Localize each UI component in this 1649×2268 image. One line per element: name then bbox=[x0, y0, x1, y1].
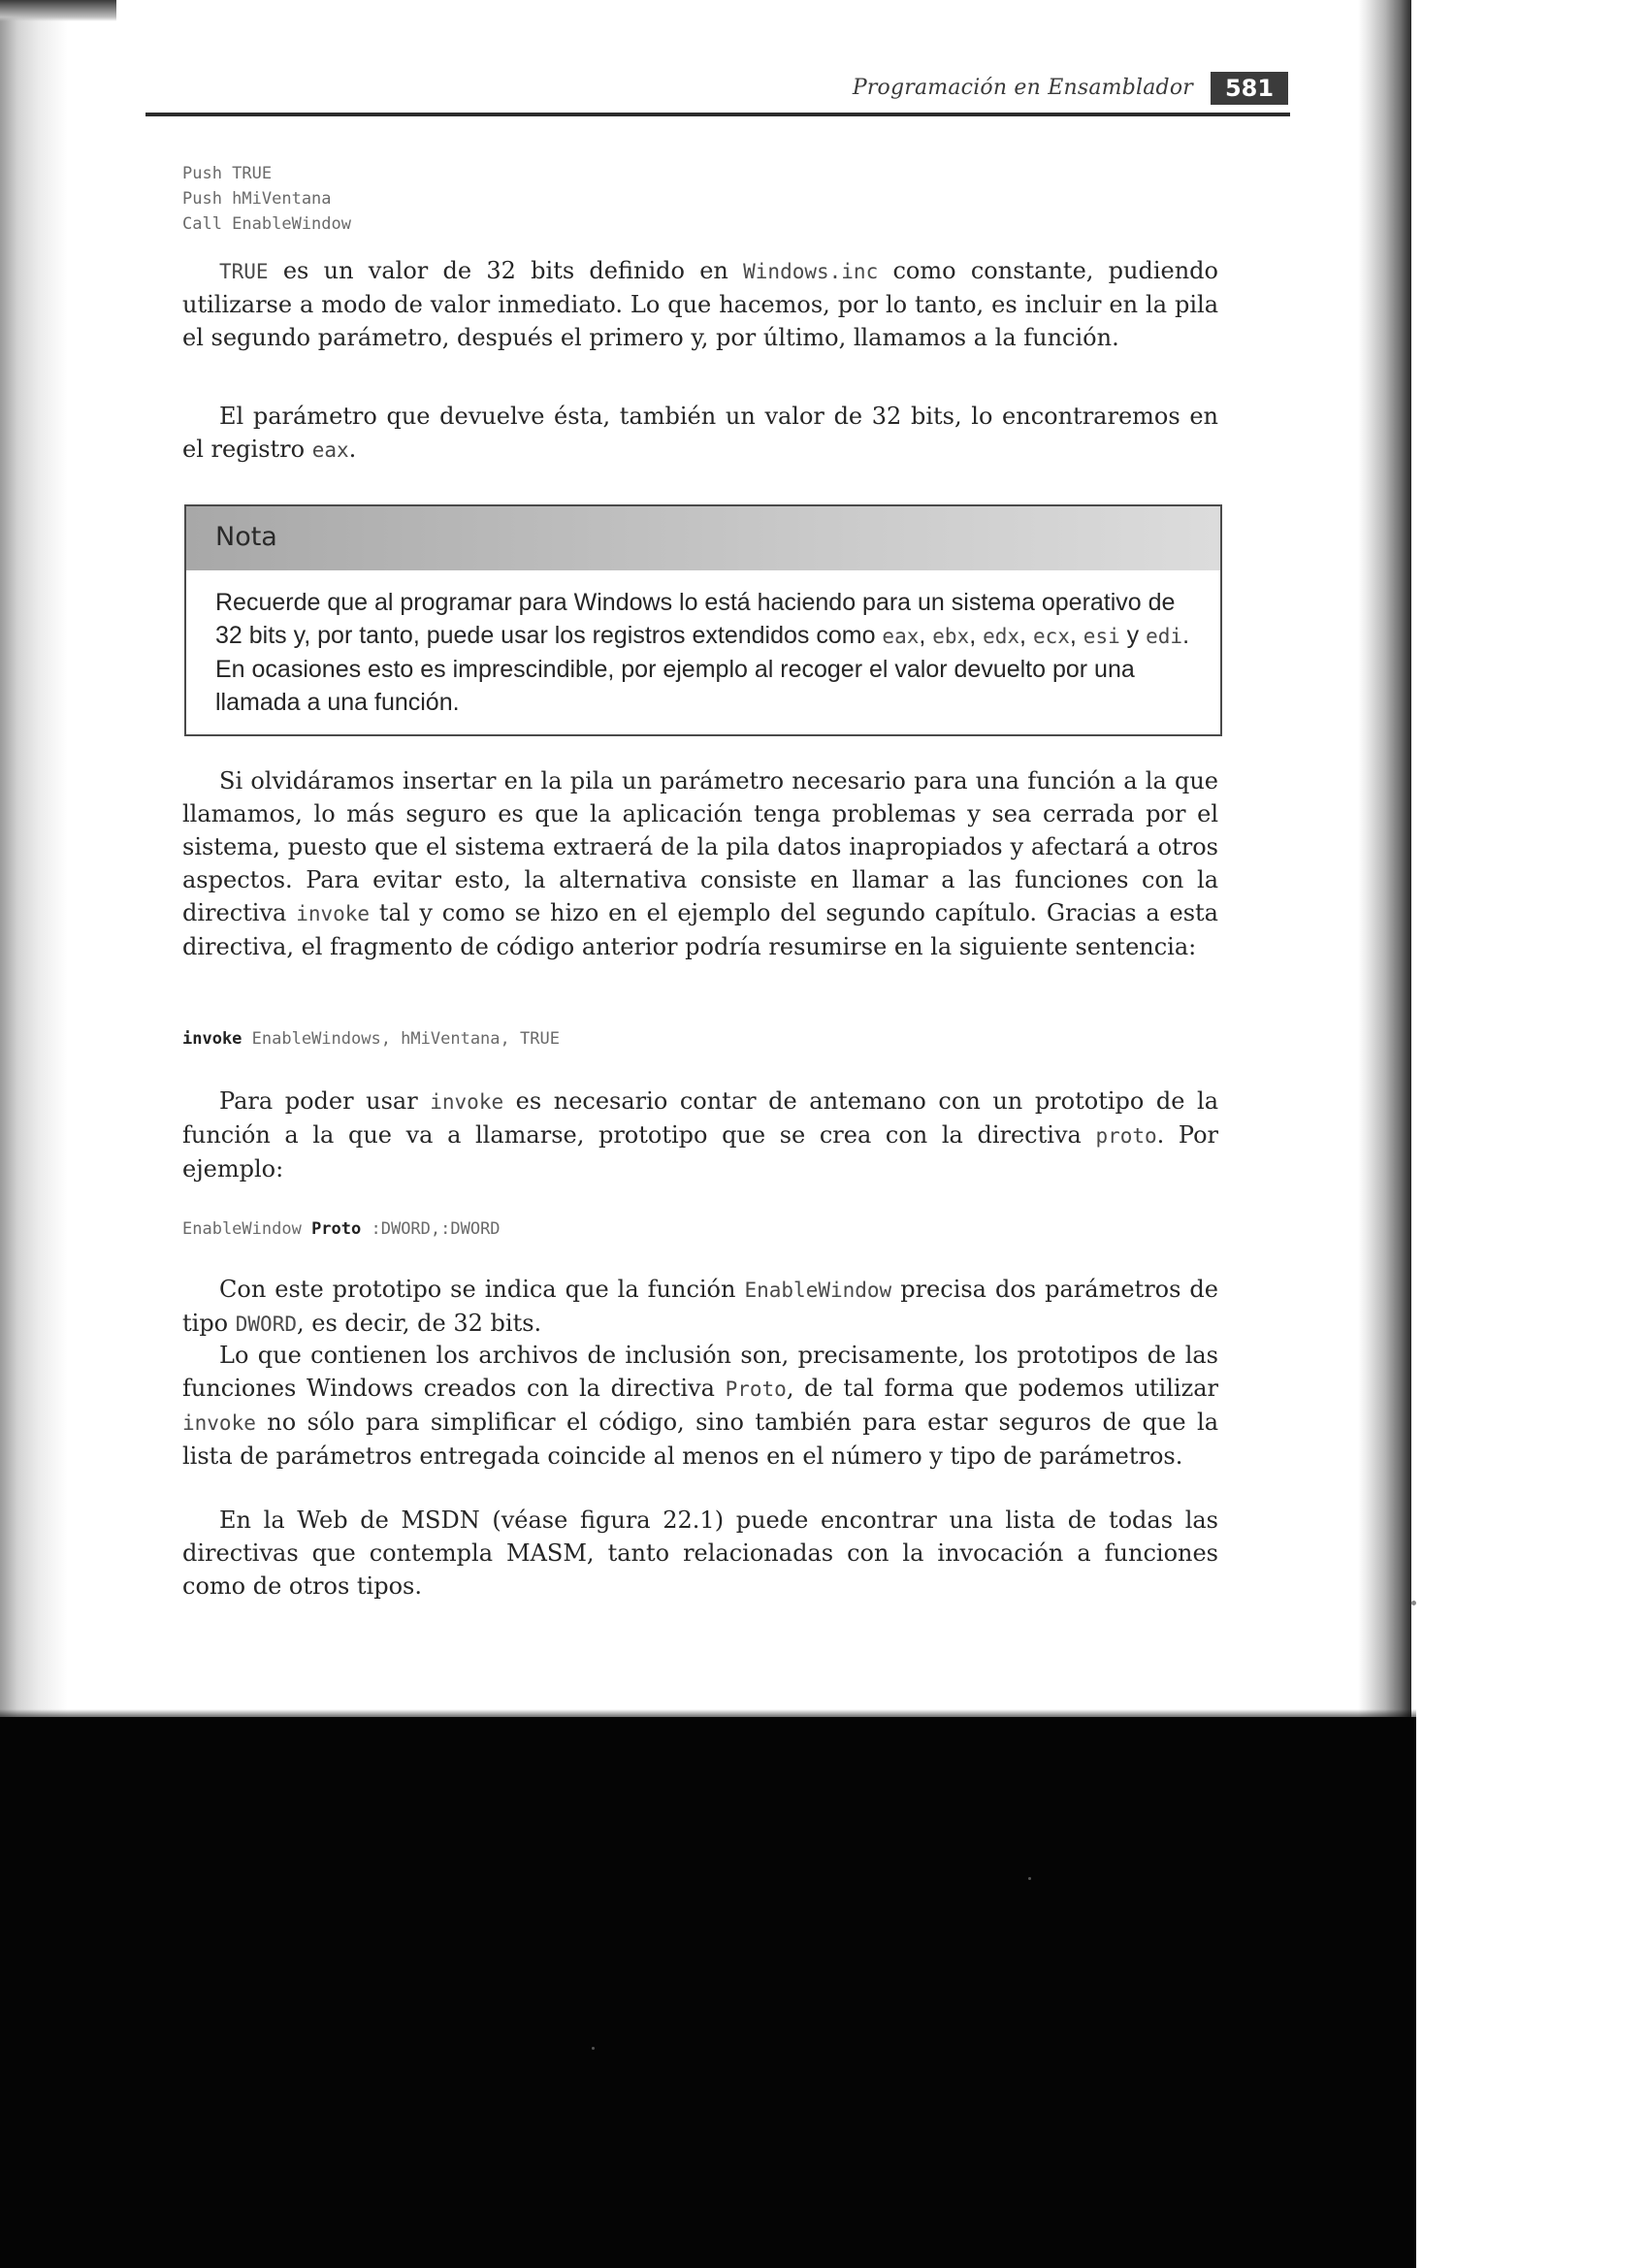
inline-code: EnableWindow bbox=[744, 1279, 892, 1302]
inline-code: edi bbox=[1146, 625, 1183, 648]
scan-background-bottom bbox=[0, 1717, 1416, 2268]
code-block-invoke bbox=[182, 1026, 560, 1052]
page-number: 581 bbox=[1211, 72, 1288, 105]
text-run: , bbox=[1019, 622, 1033, 649]
text-run: , de tal forma que podemos utilizar bbox=[786, 1375, 1218, 1402]
paragraph bbox=[182, 764, 1218, 963]
inline-code: invoke bbox=[182, 1411, 256, 1435]
code-keyword: invoke bbox=[182, 1029, 242, 1049]
text-run: . En ocasiones esto es imprescindible, por ejemplo al recoger el valor devuelto por una llamada a una función. bbox=[215, 622, 1190, 716]
text-run: es necesario contar de antemano con un prototipo de la función a la que va a llamarse, prototipo que se crea con la directiva bbox=[182, 1087, 1218, 1149]
inline-code: TRUE bbox=[219, 260, 269, 283]
paragraph bbox=[182, 1504, 1218, 1603]
paragraph bbox=[182, 1273, 1218, 1341]
text-run: precisa dos parámetros de tipo bbox=[182, 1276, 1219, 1337]
inline-code: Proto bbox=[725, 1377, 787, 1401]
text-run: En la Web de MSDN (véase figura 22.1) puede encontrar una lista de todas las directivas que contempla MASM, tanto relacionadas con la invocación a funciones como de otros tipos. bbox=[182, 1507, 1218, 1600]
text-run: no sólo para simplificar el código, sino también para estar seguros de que la lista de parámetros entregada coincide al menos en el número y tipo de parámetros. bbox=[182, 1409, 1218, 1470]
inline-code: esi bbox=[1083, 625, 1120, 648]
scan-speck bbox=[1411, 1601, 1416, 1605]
running-header bbox=[146, 66, 1290, 118]
inline-code: eax bbox=[311, 438, 349, 462]
text-run: Recuerde que al programar para Windows lo está haciendo para un sistema operativo de 32 bits y, por tanto, puede usar los registros extendidos como bbox=[215, 589, 1176, 649]
text-run: , bbox=[919, 622, 933, 649]
code-line: Push TRUE bbox=[182, 164, 273, 183]
text-run: , es decir, de 32 bits. bbox=[296, 1310, 542, 1337]
code-line: Push hMiVentana bbox=[182, 189, 332, 209]
text-run: tal y como se hizo en el ejemplo del segundo capítulo. Gracias a esta directiva, el fragmento de código anterior podría resumirse en la siguiente sentencia: bbox=[182, 899, 1218, 960]
code-block-push bbox=[182, 161, 351, 237]
text-run: y bbox=[1119, 622, 1147, 649]
note-box bbox=[184, 504, 1222, 736]
inline-code: ebx bbox=[932, 625, 970, 648]
paragraph bbox=[182, 1085, 1218, 1185]
text-run: . Por ejemplo: bbox=[182, 1121, 1218, 1183]
text-run: Si olvidáramos insertar en la pila un parámetro necesario para una función a la que llamamos, lo más seguro es que la aplicación tenga problemas y sea cerrada por el sistema, puesto que el sistema extraerá de la pila datos inapropiados y afectará a otros aspectos. Para evitar esto, la alternativa consiste en llamar a las funciones con la directiva bbox=[182, 767, 1218, 926]
text-run: . bbox=[348, 436, 357, 463]
inline-code: ecx bbox=[1032, 625, 1070, 648]
code-keyword: Proto bbox=[311, 1219, 362, 1239]
code-text: EnableWindows, hMiVentana, TRUE bbox=[242, 1029, 560, 1049]
scan-background-right bbox=[1411, 0, 1649, 2268]
code-text: :DWORD,:DWORD bbox=[361, 1219, 501, 1239]
inline-code: Windows.inc bbox=[743, 260, 879, 283]
code-block-proto bbox=[182, 1216, 501, 1242]
text-run: Para poder usar bbox=[219, 1087, 431, 1115]
inline-code: edx bbox=[983, 625, 1020, 648]
text-run: como constante, pudiendo utilizarse a modo de valor inmediato. Lo que hacemos, por lo tanto, es incluir en la pila el segundo parámetro, después el primero y, por último, llamamos a la función. bbox=[182, 257, 1218, 351]
paragraph bbox=[182, 400, 1218, 467]
header-title: Programación en Ensamblador bbox=[852, 76, 1193, 100]
text-run: Lo que contienen los archivos de inclusión son, precisamente, los prototipos de las funciones Windows creados con la directiva bbox=[182, 1342, 1218, 1402]
text-run: es un valor de 32 bits definido en bbox=[268, 257, 744, 284]
header-rule bbox=[146, 113, 1290, 116]
text-run: Con este prototipo se indica que la función bbox=[219, 1276, 745, 1303]
paragraph bbox=[182, 1339, 1218, 1473]
note-body bbox=[215, 586, 1195, 719]
paragraph bbox=[182, 254, 1218, 354]
text-run: , bbox=[969, 622, 984, 649]
inline-code: eax bbox=[882, 625, 920, 648]
inline-code: proto bbox=[1095, 1124, 1157, 1148]
note-title: Nota bbox=[215, 522, 277, 552]
inline-code: invoke bbox=[296, 902, 371, 925]
scan-speck bbox=[1028, 1877, 1031, 1880]
scan-speck bbox=[592, 2047, 595, 2050]
note-header bbox=[186, 506, 1220, 570]
text-run: , bbox=[1069, 622, 1083, 649]
inline-code: DWORD bbox=[235, 1312, 297, 1336]
inline-code: invoke bbox=[430, 1090, 504, 1114]
text-run: El parámetro que devuelve ésta, también un valor de 32 bits, lo encontraremos en el registro bbox=[182, 403, 1218, 463]
code-text: EnableWindow bbox=[182, 1219, 312, 1239]
code-line: Call EnableWindow bbox=[182, 214, 351, 234]
